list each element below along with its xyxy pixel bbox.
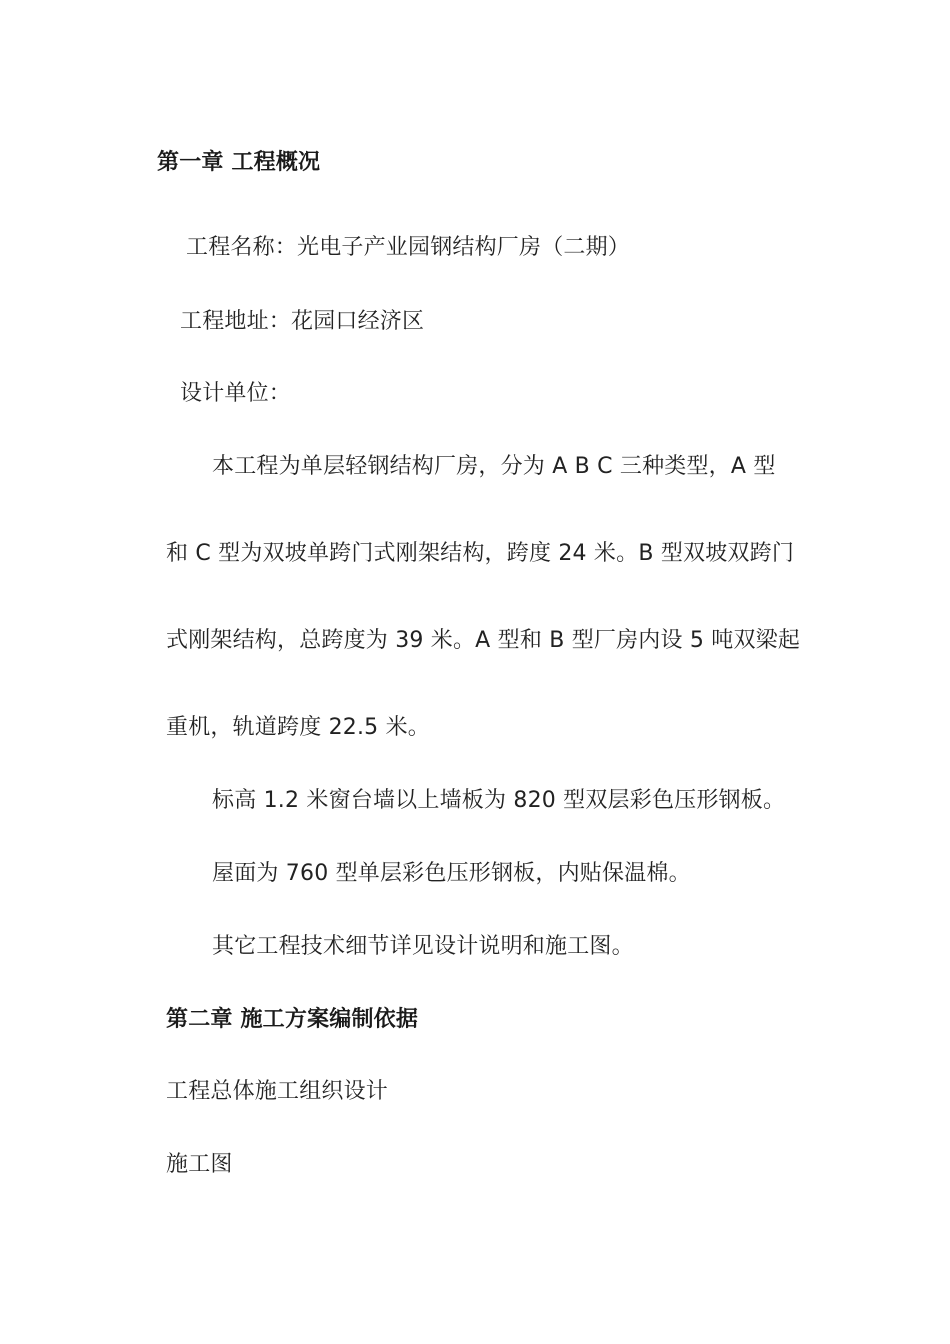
paragraph-1-line-3: 式刚架结构，总跨度为 39 米。A 型和 B 型厂房内设 5 吨双梁起 xyxy=(166,628,801,653)
basis-item-1: 工程总体施工组织设计 xyxy=(166,1079,389,1104)
paragraph-3: 屋面为 760 型单层彩色压形钢板，内贴保温棉。 xyxy=(212,861,691,886)
paragraph-1-line-1: 本工程为单层轻钢结构厂房，分为 A B C 三种类型，A 型 xyxy=(212,454,776,479)
design-unit-line: 设计单位： xyxy=(180,381,292,406)
chapter-1-title: 第一章 工程概况 xyxy=(157,150,321,175)
chapter-2-title: 第二章 施工方案编制依据 xyxy=(166,1007,419,1032)
project-address-line: 工程地址：花园口经济区 xyxy=(180,309,425,334)
paragraph-4: 其它工程技术细节详见设计说明和施工图。 xyxy=(212,934,634,959)
paragraph-1-line-4: 重机，轨道跨度 22.5 米。 xyxy=(166,715,430,740)
paragraph-1-line-2: 和 C 型为双坡单跨门式刚架结构，跨度 24 米。B 型双坡双跨门 xyxy=(166,541,795,566)
project-name-line: 工程名称：光电子产业园钢结构厂房（二期） xyxy=(186,235,631,260)
paragraph-2: 标高 1.2 米窗台墙以上墙板为 820 型双层彩色压形钢板。 xyxy=(212,788,786,813)
basis-item-2: 施工图 xyxy=(166,1152,233,1177)
